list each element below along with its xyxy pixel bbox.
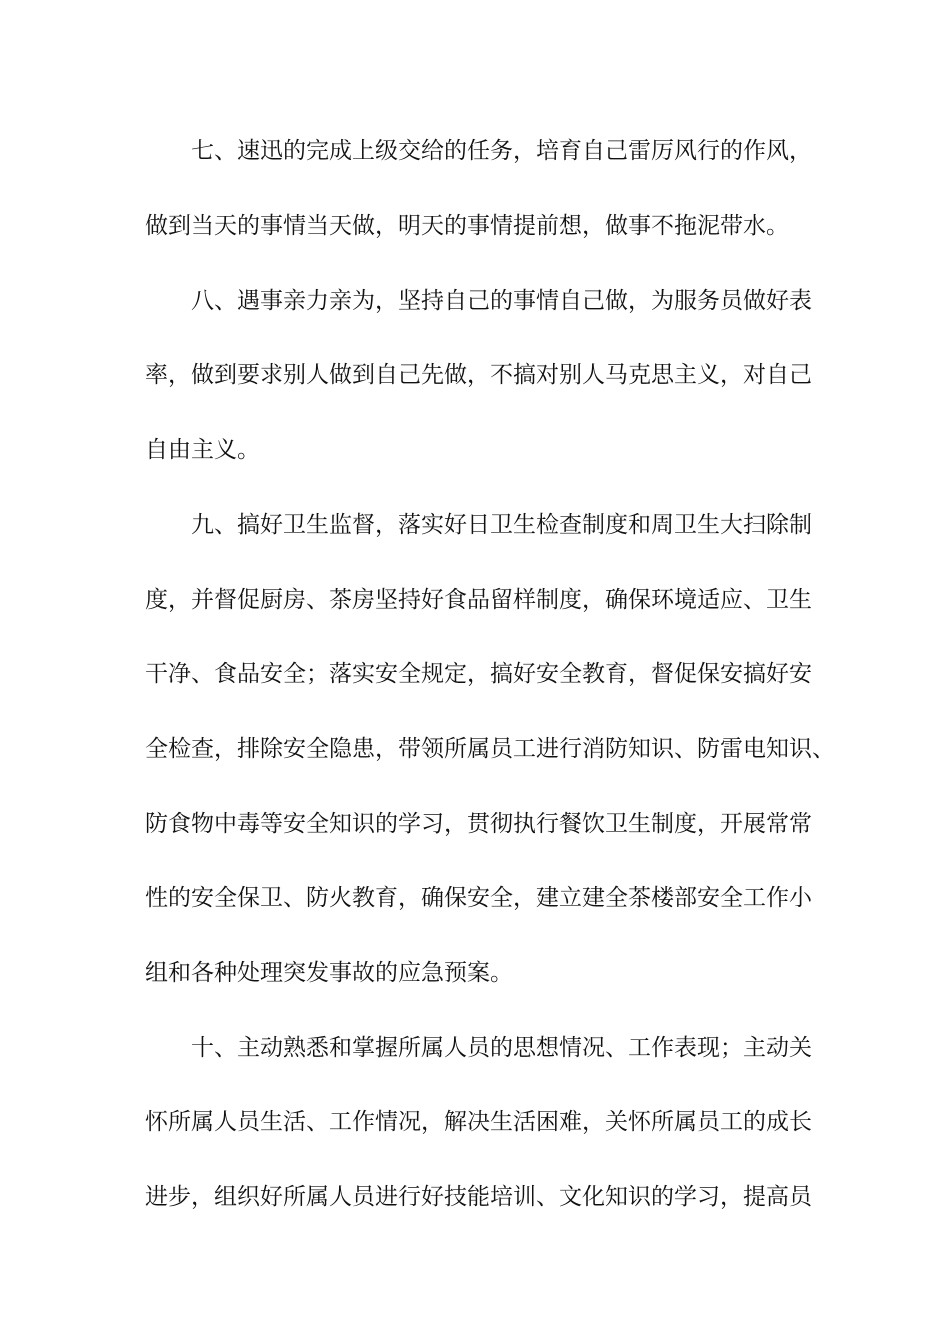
paragraph-7-line-1: 七、速迅的完成上级交给的任务，培育自己雷厉风行的作风， xyxy=(191,138,812,164)
paragraph-8-line-2: 率，做到要求别人做到自己先做，不搞对别人马克思主义，对自己 xyxy=(145,362,812,388)
paragraph-9-line-4: 全检查，排除安全隐患，带领所属员工进行消防知识、防雷电知识、 xyxy=(145,736,835,762)
paragraph-8-line-3: 自由主义。 xyxy=(145,437,260,463)
paragraph-9-line-2: 度，并督促厨房、茶房坚持好食品留样制度，确保环境适应、卫生 xyxy=(145,587,812,613)
paragraph-10-line-2: 怀所属人员生活、工作情况，解决生活困难，关怀所属员工的成长 xyxy=(145,1109,812,1135)
paragraph-9-line-6: 性的安全保卫、防火教育，确保安全，建立建全茶楼部安全工作小 xyxy=(145,885,812,911)
paragraph-10-line-3: 进步，组织好所属人员进行好技能培训、文化知识的学习，提高员 xyxy=(145,1184,812,1210)
paragraph-9-line-5: 防食物中毒等安全知识的学习，贯彻执行餐饮卫生制度，开展常常 xyxy=(145,811,812,837)
paragraph-8-line-1: 八、遇事亲力亲为，坚持自己的事情自己做，为服务员做好表 xyxy=(191,288,812,314)
paragraph-7-line-2: 做到当天的事情当天做，明天的事情提前想，做事不拖泥带水。 xyxy=(145,213,789,239)
paragraph-9-line-3: 干净、食品安全；落实安全规定，搞好安全教育，督促保安搞好安 xyxy=(145,661,812,687)
paragraph-9-line-7: 组和各种处理突发事故的应急预案。 xyxy=(145,960,513,986)
paragraph-10-line-1: 十、主动熟悉和掌握所属人员的思想情况、工作表现；主动关 xyxy=(191,1035,812,1061)
paragraph-9-line-1: 九、搞好卫生监督，落实好日卫生检查制度和周卫生大扫除制 xyxy=(191,512,812,538)
